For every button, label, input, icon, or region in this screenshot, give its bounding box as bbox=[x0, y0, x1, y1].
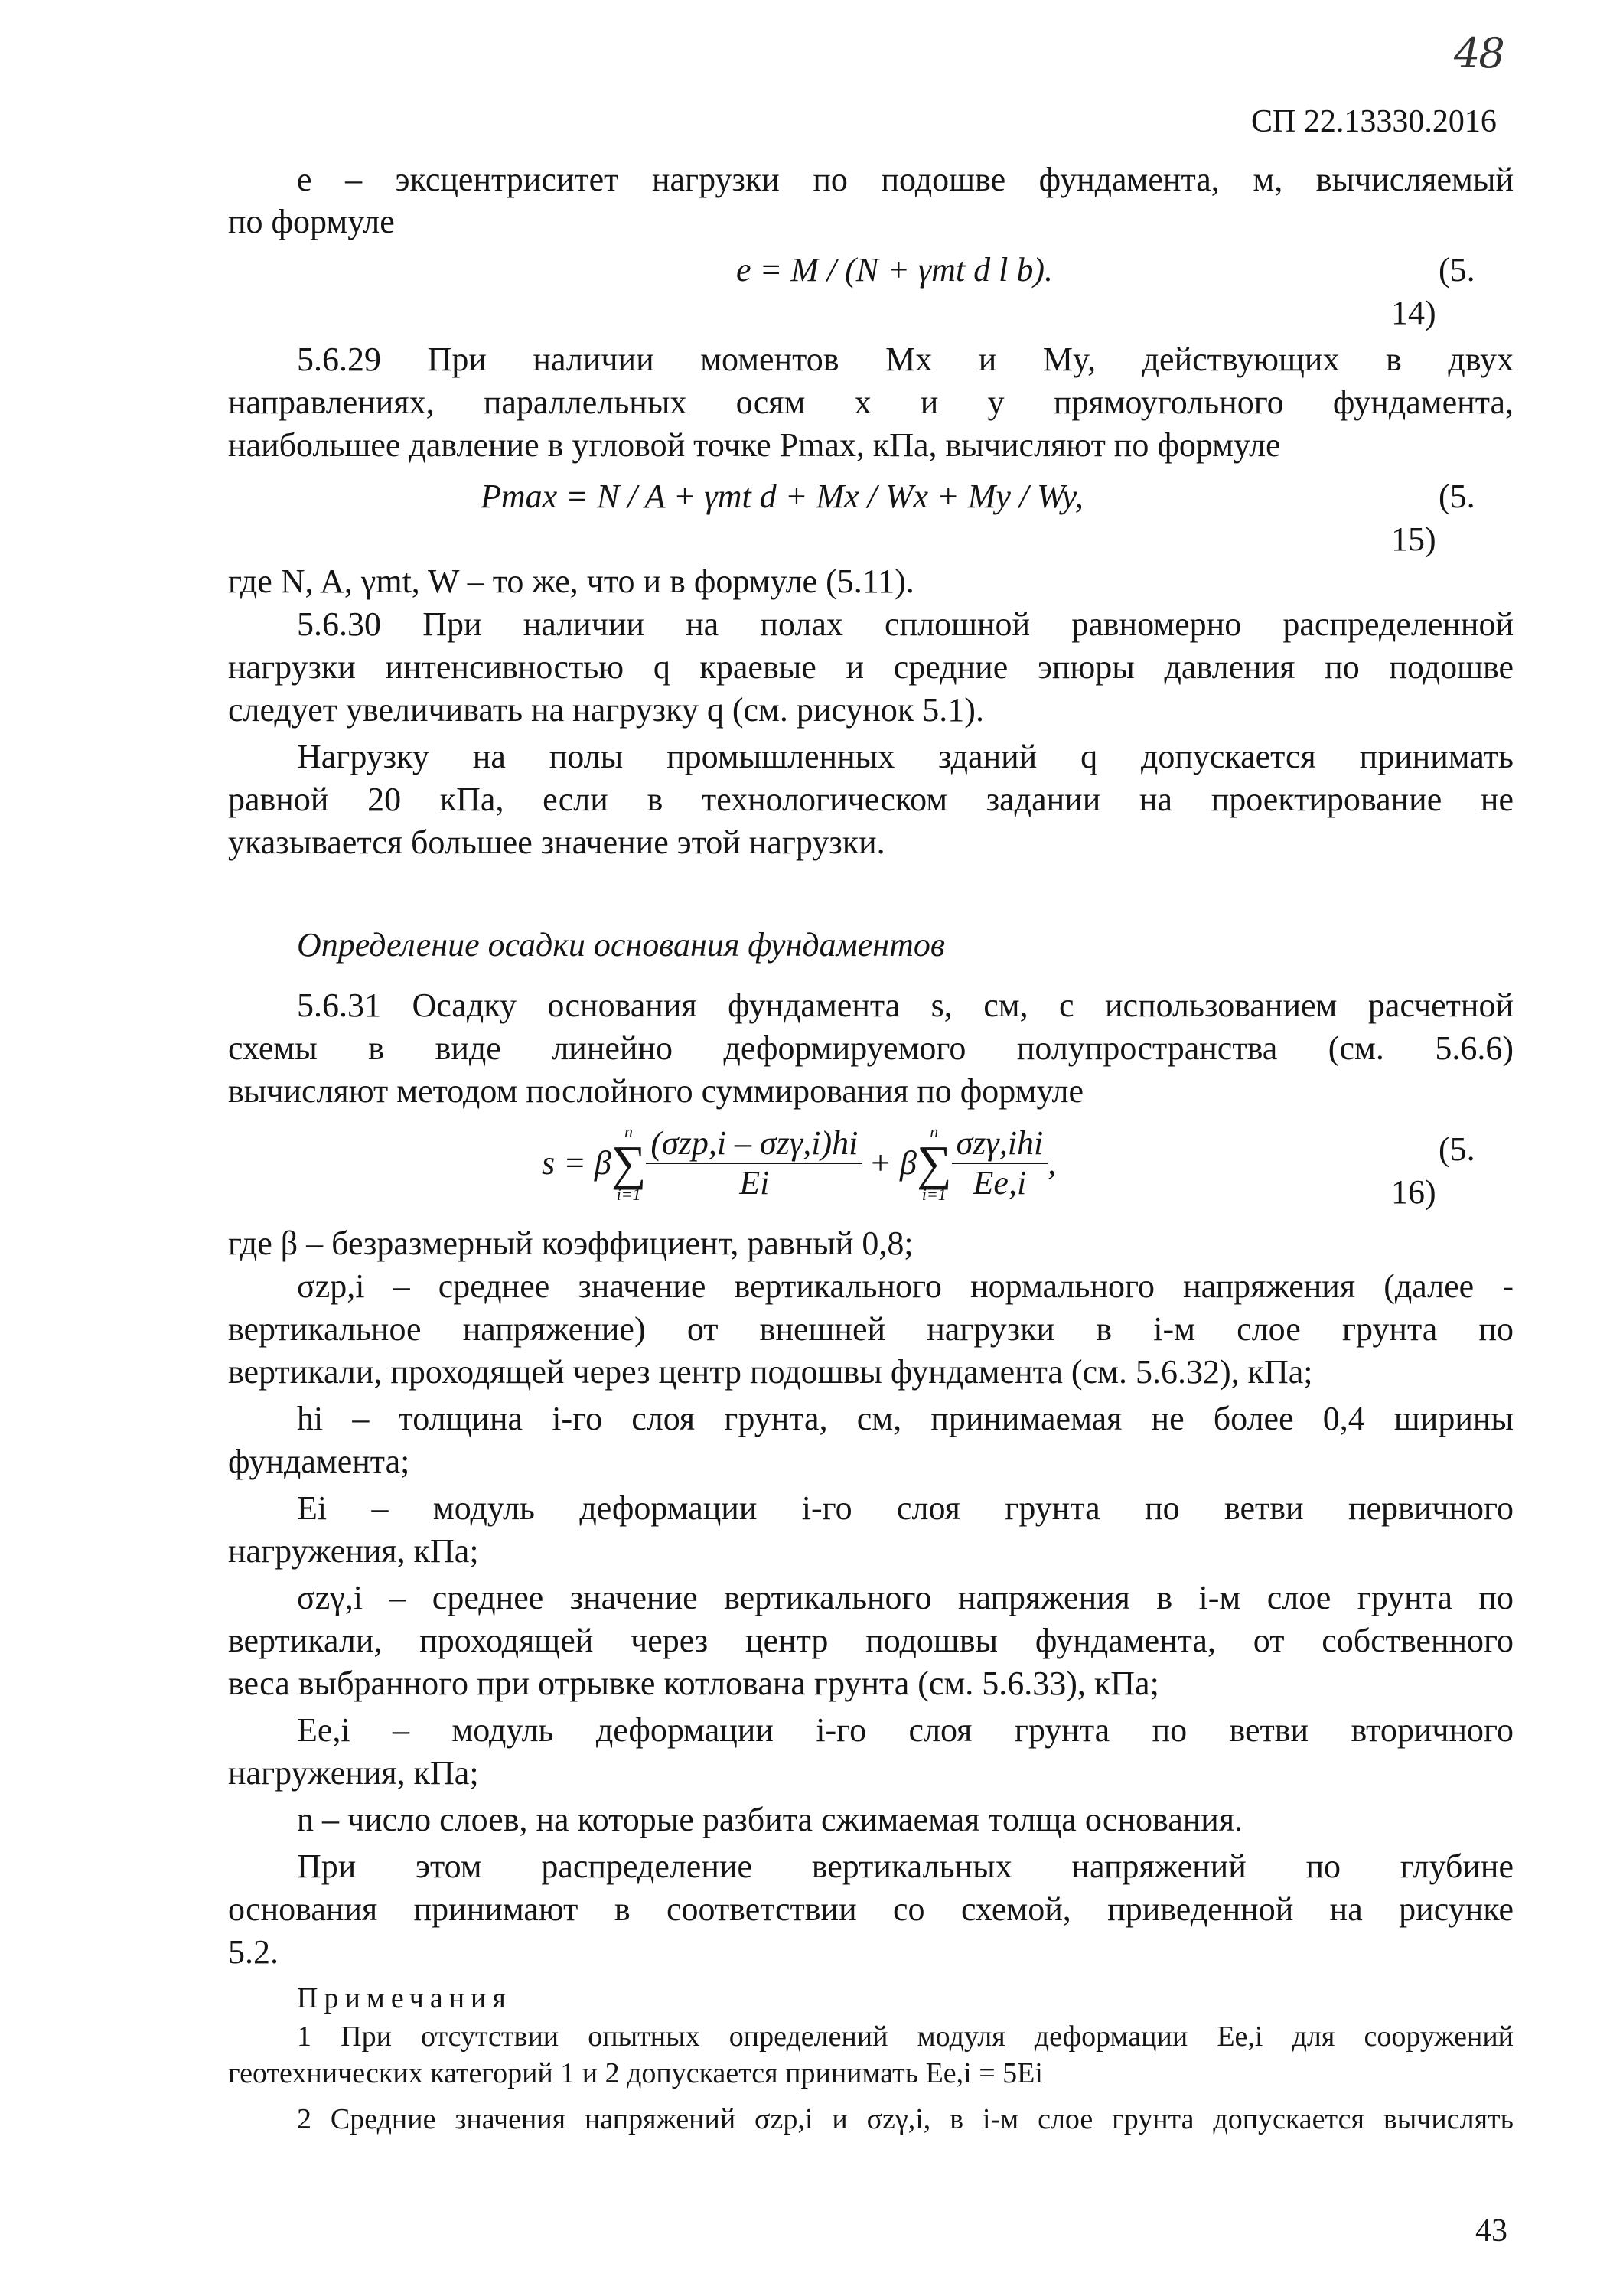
definition-line: вертикали, проходящей через центр подошвы фундамента (см. 5.6.32), кПа; bbox=[228, 1353, 1313, 1391]
paragraph-line: вычисляют методом послойного суммирования по формуле bbox=[228, 1072, 1084, 1110]
definition-line: Ee,i – модуль деформации i-го слоя грунта по ветви вторичного bbox=[297, 1711, 1514, 1749]
paragraph-line: Нагрузку на полы промышленных зданий q допускается принимать bbox=[297, 738, 1514, 775]
formula-s-term: s = β bbox=[542, 1144, 611, 1182]
sigma-symbol: ∑ bbox=[611, 1136, 647, 1190]
formula-5-14: e = M / (N + γmt d l b). bbox=[736, 251, 1054, 289]
formula-number: 16) bbox=[1391, 1173, 1436, 1211]
definition-line: где β – безразмерный коэффициент, равный 0,8; bbox=[228, 1225, 914, 1262]
definition-line: нагружения, кПа; bbox=[228, 1532, 479, 1570]
paragraph-line: указывается большее значение этой нагрузки. bbox=[228, 823, 885, 861]
definition-line: σzp,i – среднее значение вертикального нормального напряжения (далее - bbox=[297, 1267, 1514, 1305]
fraction-numerator: σzγ,ihi bbox=[952, 1124, 1048, 1164]
definition-line: hi – толщина i-го слоя грунта, см, принимаемая не более 0,4 ширины bbox=[297, 1400, 1514, 1437]
paragraph-line: схемы в виде линейно деформируемого полупространства (см. 5.6.6) bbox=[228, 1029, 1514, 1067]
paragraph-line: направлениях, параллельных осям x и y прямоугольного фундамента, bbox=[228, 383, 1514, 421]
formula-plus-term: + β bbox=[869, 1144, 917, 1182]
fraction-denominator: Ee,i bbox=[973, 1164, 1027, 1202]
paragraph-line: следует увеличивать на нагрузку q (см. рисунок 5.1). bbox=[228, 691, 984, 729]
handwritten-page-number: 48 bbox=[1454, 29, 1504, 77]
paragraph-line: где N, A, γmt, W – то же, что и в формуле (5.11). bbox=[228, 563, 914, 600]
sum-lower-limit: i=1 bbox=[921, 1185, 947, 1204]
formula-comma: , bbox=[1048, 1144, 1057, 1182]
formula-5-15: Pmax = N / A + γmt d + Mx / Wx + My / Wy, bbox=[481, 478, 1084, 515]
fraction-numerator: (σzp,i – σzγ,i)hi bbox=[646, 1124, 862, 1164]
paragraph-line: 5.6.30 При наличии на полах сплошной равномерно распределенной bbox=[297, 605, 1514, 643]
page-number: 43 bbox=[1475, 2213, 1507, 2249]
formula-number: (5. bbox=[1439, 1130, 1475, 1168]
definition-line: σzγ,i – среднее значение вертикального напряжения в i-м слое грунта по bbox=[297, 1579, 1514, 1616]
definition-line: фундамента; bbox=[228, 1443, 410, 1480]
paragraph-line: 5.6.29 При наличии моментов Mx и My, действующих в двух bbox=[297, 341, 1514, 378]
paragraph-line: 5.6.31 Осадку основания фундамента s, см, с использованием расчетной bbox=[297, 987, 1514, 1024]
fraction-1 bbox=[646, 1124, 862, 1202]
note-line: 2 Средние значения напряжений σzp,i и σzγ,i, в i-м слое грунта допускается вычислять bbox=[297, 2103, 1514, 2135]
paragraph-line: равной 20 кПа, если в технологическом задании на проектирование не bbox=[228, 781, 1514, 818]
definition-line: вертикальное напряжение) от внешней нагрузки в i-м слое грунта по bbox=[228, 1310, 1514, 1348]
sigma-symbol: ∑ bbox=[916, 1136, 952, 1190]
fraction-2 bbox=[952, 1124, 1048, 1202]
paragraph-line: 5.2. bbox=[228, 1933, 279, 1971]
sum-upper-limit: n bbox=[930, 1122, 939, 1141]
summation-2 bbox=[917, 1124, 952, 1203]
definition-line: n – число слоев, на которые разбита сжимаемая толща основания. bbox=[297, 1801, 1243, 1838]
paragraph-line: наибольшее давление в угловой точке Pmax, кПа, вычисляют по формуле bbox=[228, 426, 1281, 464]
formula-number: (5. bbox=[1439, 478, 1475, 515]
sum-upper-limit: n bbox=[624, 1122, 634, 1141]
paragraph-line: по формуле bbox=[228, 203, 395, 240]
paragraph-line: нагрузки интенсивностью q краевые и средние эпюры давления по подошве bbox=[228, 648, 1514, 686]
definition-line: нагружения, кПа; bbox=[228, 1754, 479, 1792]
section-title: Определение осадки основания фундаментов bbox=[297, 926, 945, 964]
paragraph-line: основания принимают в соответствии со схемой, приведенной на рисунке bbox=[228, 1890, 1514, 1928]
formula-5-16 bbox=[542, 1110, 1056, 1217]
note-line: 1 При отсутствии опытных определений модуля деформации Ee,i для сооружений bbox=[297, 2020, 1514, 2053]
notes-title: Примечания bbox=[297, 1982, 512, 2014]
paragraph-line: При этом распределение вертикальных напряжений по глубине bbox=[297, 1848, 1514, 1885]
paragraph-line: e – эксцентриситет нагрузки по подошве фундамента, м, вычисляемый bbox=[297, 161, 1514, 198]
definition-line: Ei – модуль деформации i-го слоя грунта по ветви первичного bbox=[297, 1489, 1514, 1527]
formula-number: 15) bbox=[1391, 520, 1436, 558]
sum-lower-limit: i=1 bbox=[616, 1185, 641, 1204]
formula-number: 14) bbox=[1391, 294, 1436, 331]
formula-number: (5. bbox=[1439, 251, 1475, 289]
summation-1 bbox=[611, 1124, 647, 1203]
definition-line: вертикали, проходящей через центр подошвы фундамента, от собственного bbox=[228, 1622, 1514, 1659]
fraction-denominator: Ei bbox=[739, 1164, 770, 1202]
note-line: геотехнических категорий 1 и 2 допускается принимать Ee,i = 5Ei bbox=[228, 2057, 1043, 2089]
document-code: СП 22.13330.2016 bbox=[1251, 104, 1497, 139]
definition-line: веса выбранного при отрывке котлована грунта (см. 5.6.33), кПа; bbox=[228, 1665, 1159, 1702]
